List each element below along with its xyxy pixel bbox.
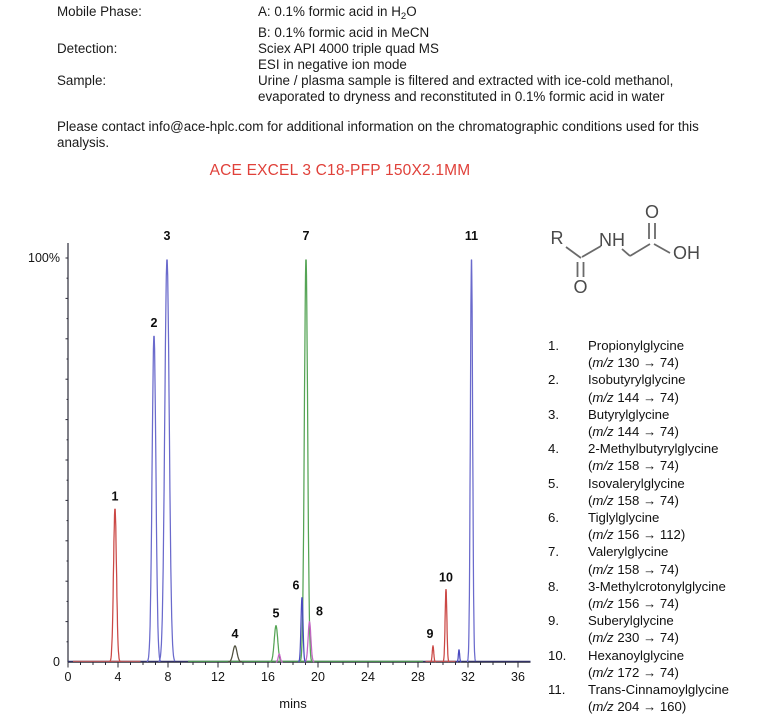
compound-mz: (m/z 230 → 74) — [588, 630, 679, 646]
peak-label-3: 3 — [163, 229, 171, 243]
compound-name: Trans-Cinnamoylglycine — [588, 682, 729, 698]
peak-label-5: 5 — [272, 606, 280, 621]
trace-peak-10 — [443, 590, 449, 662]
x-tick-label: 24 — [361, 670, 375, 684]
compound-mz: (m/z 158 → 74) — [588, 492, 679, 508]
acylglycine-structure-svg — [537, 198, 752, 326]
x-tick-label: 12 — [211, 670, 225, 684]
compound-number: 4. — [548, 441, 559, 457]
info-label-detection: Detection: — [57, 41, 118, 56]
compound-item — [548, 578, 762, 612]
peak-label-6: 6 — [292, 578, 300, 593]
trace-peak-4 — [228, 646, 242, 662]
r-group-label: R — [550, 228, 564, 248]
compound-mz: (m/z 156 → 112) — [588, 527, 686, 543]
nh-label: NH — [599, 230, 625, 250]
trace-peak-2 — [147, 336, 160, 662]
trace-peak-9 — [430, 646, 435, 662]
peak-label-8: 8 — [316, 604, 323, 619]
compound-name: 3-Methylcrotonylglycine — [588, 578, 726, 594]
mz-italic-label: m/z — [592, 492, 614, 508]
compound-mz: (m/z 156 → 74) — [588, 596, 679, 612]
peak-label-10: 10 — [439, 570, 453, 585]
structure-panel — [537, 198, 752, 326]
mz-italic-label: m/z — [592, 458, 614, 474]
compound-mz: (m/z 172 → 74) — [588, 664, 679, 680]
compound-name: Valerylglycine — [588, 544, 669, 560]
detection-line-1: Sciex API 4000 triple quad MS — [258, 41, 439, 56]
compound-name: Suberylglycine — [588, 613, 674, 629]
compound-item — [548, 371, 762, 405]
peak-label-4: 4 — [231, 626, 239, 641]
mobile-phase-line-b: B: 0.1% formic acid in MeCN — [258, 25, 430, 40]
compound-name: Propionylglycine — [588, 338, 685, 353]
trace-peak-minor-11 — [457, 650, 461, 662]
compound-number: 6. — [548, 510, 559, 526]
info-label-mobile-phase: Mobile Phase: — [57, 4, 142, 19]
compound-number: 3. — [548, 406, 559, 422]
compound-mz: (m/z 158 → 74) — [588, 458, 679, 474]
compound-number: 1. — [548, 338, 559, 353]
trace-peak-11 — [468, 260, 476, 662]
compound-item — [548, 440, 762, 474]
peak-label-2: 2 — [150, 315, 158, 330]
compound-name: Isobutyrylglycine — [588, 372, 686, 388]
compound-item — [548, 647, 762, 681]
conditions-section — [57, 4, 718, 105]
oh-label: OH — [673, 243, 700, 263]
mz-italic-label: m/z — [592, 561, 614, 577]
mz-italic-label: m/z — [592, 596, 614, 612]
compound-mz: (m/z 144 → 74) — [588, 389, 679, 405]
compound-item — [548, 509, 762, 543]
contact-paragraph: Please contact info@ace-hplc.com for additional information on the chromatographic conditions used for this analysis. — [57, 119, 699, 150]
mobile-phase-line-a — [258, 4, 718, 25]
compound-number: 7. — [548, 544, 559, 560]
compound-number: 9. — [548, 613, 559, 629]
column-title: ACE EXCEL 3 C18-PFP 150X2.1MM — [209, 162, 471, 179]
x-tick-label: 16 — [261, 670, 275, 684]
compound-name: Butyrylglycine — [588, 406, 670, 422]
x-axis-title: mins — [279, 696, 307, 711]
sample-line-1: Urine / plasma sample is filtered and extracted with ice-cold methanol, — [258, 73, 674, 88]
sample-line-2: evaporated to dryness and reconstituted in 0.1% formic acid in water — [258, 89, 665, 104]
peak-label-1: 1 — [111, 489, 119, 504]
peak-label-7: 7 — [302, 229, 310, 243]
compound-number: 11. — [548, 682, 566, 698]
mz-italic-label: m/z — [592, 355, 614, 371]
carbonyl-o-label: O — [573, 277, 588, 297]
x-tick-label: 20 — [311, 670, 325, 684]
compound-name: Isovalerylglycine — [588, 475, 685, 491]
y-axis-zero-label: 0 — [53, 655, 60, 669]
compound-item — [548, 337, 762, 371]
compound-number: 2. — [548, 372, 559, 388]
peak-label-11: 11 — [464, 229, 479, 243]
x-tick-label: 36 — [511, 670, 525, 684]
compound-number: 10. — [548, 647, 567, 663]
y-axis-top-label: 100% — [28, 251, 60, 265]
compound-mz: (m/z 204 → 160) — [588, 699, 687, 715]
mz-italic-label: m/z — [592, 699, 614, 715]
compound-name: Tiglylglycine — [588, 510, 660, 526]
compound-number: 8. — [548, 578, 559, 594]
compound-item — [548, 475, 762, 509]
h2o-subscript: 2 — [400, 11, 407, 22]
compound-item — [548, 543, 762, 577]
trace-peak-3 — [159, 260, 175, 662]
mz-italic-label: m/z — [592, 389, 614, 405]
mobile-phase-line-a-tail: O — [406, 4, 417, 19]
compound-mz: (m/z 158 → 74) — [588, 561, 679, 577]
carboxyl-o-label: O — [644, 202, 660, 222]
x-tick-label: 32 — [461, 670, 475, 684]
compound-mz: (m/z 130 → 74) — [588, 355, 679, 371]
compound-item — [548, 612, 762, 646]
peak-label-9: 9 — [426, 626, 434, 641]
mz-italic-label: m/z — [592, 630, 614, 646]
x-tick-label: 28 — [411, 670, 425, 684]
mz-italic-label: m/z — [592, 424, 614, 440]
trace-peak-1 — [110, 509, 121, 662]
compound-item — [548, 681, 762, 715]
compound-mz: (m/z 144 → 74) — [588, 424, 679, 440]
mobile-phase-line-a-text: A: 0.1% formic acid in H — [258, 4, 401, 19]
mz-italic-label: m/z — [592, 527, 614, 543]
x-tick-label: 8 — [164, 670, 172, 684]
x-tick-label: 0 — [64, 670, 72, 684]
compound-number: 5. — [548, 475, 559, 491]
compound-name: Hexanoylglycine — [588, 647, 685, 663]
x-tick-label: 4 — [114, 670, 122, 684]
mz-italic-label: m/z — [592, 664, 614, 680]
info-label-sample: Sample: — [57, 73, 107, 88]
compound-item — [548, 406, 762, 440]
compound-list — [548, 337, 762, 715]
compound-name: 2-Methylbutyrylglycine — [588, 441, 719, 457]
detection-line-2: ESI in negative ion mode — [258, 57, 407, 72]
